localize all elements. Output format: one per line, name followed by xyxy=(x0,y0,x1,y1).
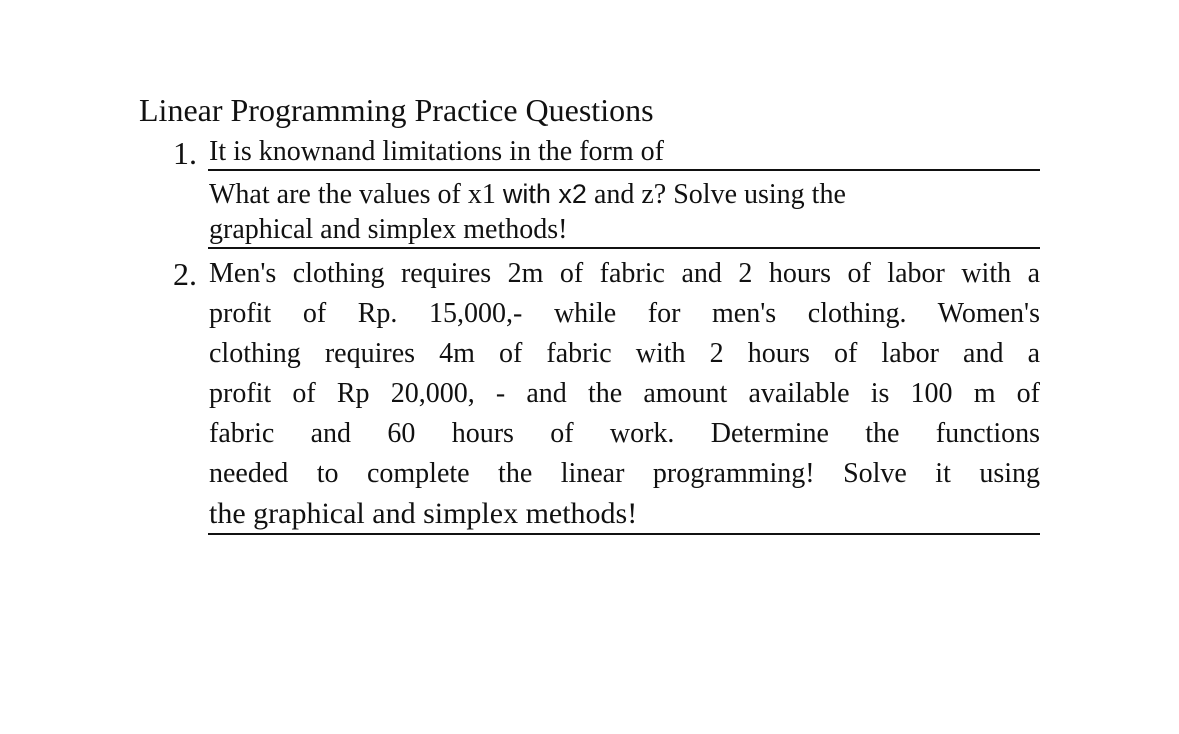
question-2-line-4: profit of Rp 20,000, - and the amount available is 100 m of xyxy=(209,378,1040,409)
question-2-line-6: needed to complete the linear programming! Solve it using xyxy=(209,458,1040,489)
question-1-line-1: It is knownand limitations in the form of xyxy=(209,136,664,167)
page-title: Linear Programming Practice Questions xyxy=(139,92,654,128)
question-1-line-2-part-a: What are the values of x1 xyxy=(209,179,503,210)
question-2-number: 2. xyxy=(173,256,197,292)
question-2-line-3: clothing requires 4m of fabric with 2 hours of labor and a xyxy=(209,338,1040,369)
question-1-rule-2 xyxy=(208,247,1040,249)
question-2-line-7: the graphical and simplex methods! xyxy=(209,497,638,530)
question-2-line-2: profit of Rp. 15,000,- while for men's clothing. Women's xyxy=(209,298,1040,329)
question-2-line-5: fabric and 60 hours of work. Determine the functions xyxy=(209,418,1040,449)
question-2-line-1: Men's clothing requires 2m of fabric and 2 hours of labor with a xyxy=(209,258,1040,289)
question-1-line-2-part-b: with x2 xyxy=(502,179,587,209)
question-1-line-2 xyxy=(209,176,846,213)
question-1-number: 1. xyxy=(173,135,197,171)
question-1-line-3: graphical and simplex methods! xyxy=(209,214,568,245)
question-1-rule-1 xyxy=(208,169,1040,171)
question-1-line-2-part-c: and z? Solve using the xyxy=(586,179,846,210)
question-2-rule xyxy=(208,533,1040,535)
